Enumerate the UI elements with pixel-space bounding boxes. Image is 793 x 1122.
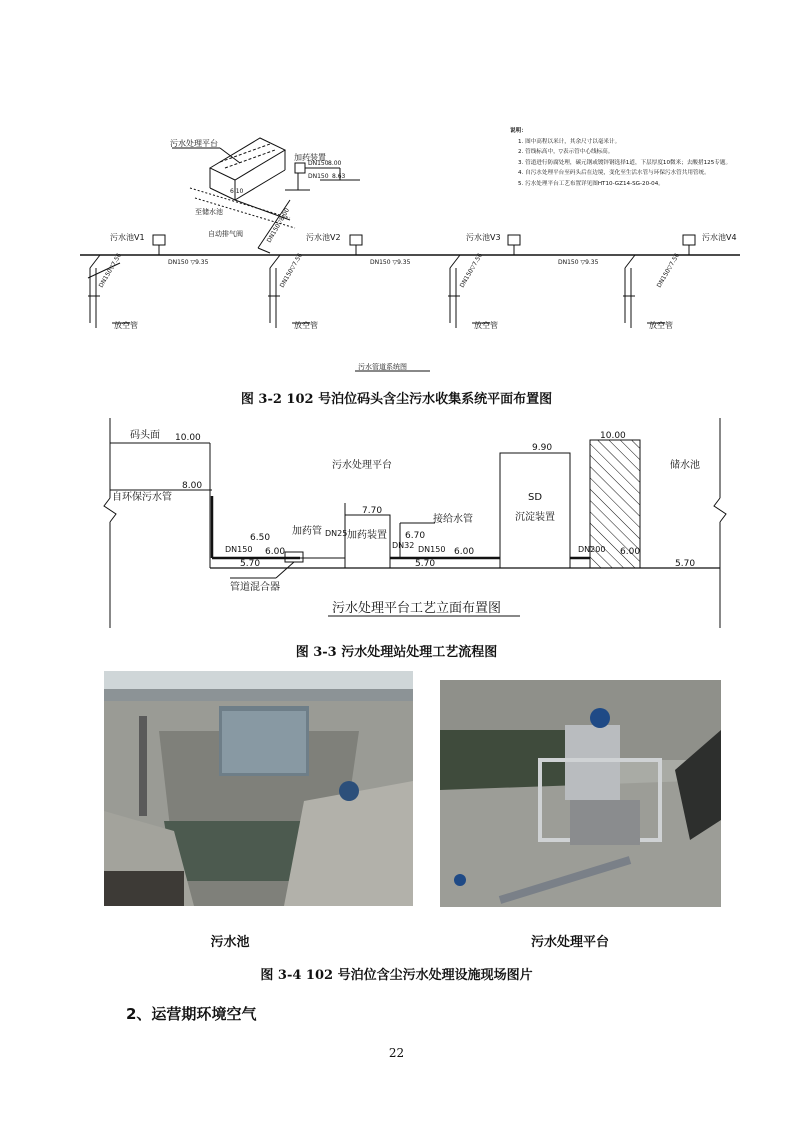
label-dn150-800: DN150▽8.00 — [265, 207, 292, 244]
label-dosing: 加药装置 — [294, 153, 326, 162]
label-pool-v2: 污水池V2 — [306, 233, 341, 242]
label-dosing-device: 加药装置 — [347, 530, 387, 541]
label-settling: 沉淀装置 — [515, 512, 555, 523]
label-riser-3: DN150▽7.56 — [458, 252, 485, 289]
elev-570-3: 5.70 — [675, 559, 696, 569]
elev-570-2: 5.70 — [415, 559, 436, 569]
elev-670: 6.70 — [405, 531, 426, 541]
elev-770: 7.70 — [362, 506, 383, 516]
label-drain-4: 放空管 — [649, 321, 673, 330]
label-drain-3: 放空管 — [474, 321, 498, 330]
label-riser-2: DN150▽7.56 — [278, 252, 305, 289]
label-dn25: DN25 — [325, 529, 348, 538]
note-4: 4. 自污水处理平台至码头后在边境，变化至生活水管与环保污水管共用管统。 — [518, 170, 710, 177]
label-elev-610: 6.10 — [230, 188, 244, 195]
section-heading: 2、运营期环境空气 — [126, 1005, 257, 1023]
label-dn32: DN32 — [392, 541, 415, 550]
elev-800: 8.00 — [182, 481, 203, 491]
label-dn150-left: DN150 — [225, 545, 253, 554]
label-mixer: 管道混合器 — [230, 582, 280, 593]
label-platform-3: 污水处理平台 — [332, 460, 392, 471]
caption-fig-3-3: 图 3-3 污水处理站处理工艺流程图 — [295, 645, 498, 660]
elev-600-2: 6.00 — [454, 547, 475, 557]
elev-570-1: 5.70 — [240, 559, 261, 569]
label-dn150-b: DN150 — [308, 173, 329, 180]
elev-650: 6.50 — [250, 533, 271, 543]
label-wharf: 码头面 — [130, 430, 160, 441]
elevation-title: 污水处理平台工艺立面布置图 — [332, 601, 502, 616]
label-supply: 接给水管 — [433, 514, 473, 525]
elev-600-1: 6.00 — [265, 547, 286, 557]
label-drain-2: 放空管 — [294, 321, 318, 330]
label-elev-863: 8.63 — [332, 173, 346, 180]
photo-sewage-pool — [104, 671, 413, 906]
label-elev-800: 8.00 — [328, 160, 342, 167]
caption-fig-3-2: 图 3-2 102 号泊位码头含尘污水收集系统平面布置图 — [240, 392, 553, 407]
label-storage: 储水池 — [670, 460, 700, 471]
page-number: 22 — [388, 1046, 405, 1060]
note-3: 3. 管道进行防腐处理，碳元钢或镀锌钢选择1道，下层厚度10微米；去酸措125专题。 — [518, 159, 732, 166]
label-drain-1: 放空管 — [114, 321, 138, 330]
label-pipe-in: 自环保污水管 — [112, 492, 172, 503]
elev-990: 9.90 — [532, 443, 553, 453]
label-platform: 污水处理平台 — [170, 139, 218, 148]
notes-title: 说明： — [510, 128, 527, 134]
label-dn200: DN200 — [578, 545, 606, 554]
system-title: 污水管道系统图 — [358, 363, 407, 371]
label-riser-4: DN150▽7.56 — [655, 252, 682, 289]
caption-fig-3-4: 图 3-4 102 号泊位含尘污水处理设施现场图片 — [260, 968, 533, 983]
note-1: 1. 图中高程以米计，其余尺寸以毫米计。 — [518, 138, 621, 145]
label-pool-v1: 污水池V1 — [110, 233, 145, 242]
label-dosing-pipe: 加药管 — [292, 526, 322, 537]
note-2: 2. 管线标高中，▽表示管中心线标高。 — [518, 149, 614, 156]
label-auto-vent: 自动排气阀 — [208, 230, 243, 238]
label-riser-1: DN150▽7.56 — [97, 252, 124, 289]
label-dn150-mid: DN150 — [418, 545, 446, 554]
elev-600-3: 6.00 — [620, 547, 641, 557]
elev-1000-right: 10.00 — [600, 431, 626, 441]
photo-treatment-platform — [440, 680, 721, 907]
label-seg-1: DN150 ▽9.35 — [168, 259, 209, 266]
label-pool-v3: 污水池V3 — [466, 233, 501, 242]
process-elevation-diagram — [100, 418, 730, 628]
note-5: 5. 污水处理平台工艺布置详见图HT10-GZ14-SG-20-04。 — [518, 180, 664, 187]
elev-1000-left: 10.00 — [175, 433, 201, 443]
label-to-tank: 至储水池 — [195, 208, 223, 216]
photo-label-left: 污水池 — [210, 935, 250, 950]
notes-block — [510, 126, 740, 190]
photo-label-right: 污水处理平台 — [530, 935, 609, 950]
label-pool-v4: 污水池V4 — [702, 233, 737, 242]
label-seg-3: DN150 ▽9.35 — [558, 259, 599, 266]
label-dn150-a: DN150 — [308, 160, 329, 167]
label-seg-2: DN150 ▽9.35 — [370, 259, 411, 266]
label-sd: SD — [528, 492, 543, 503]
